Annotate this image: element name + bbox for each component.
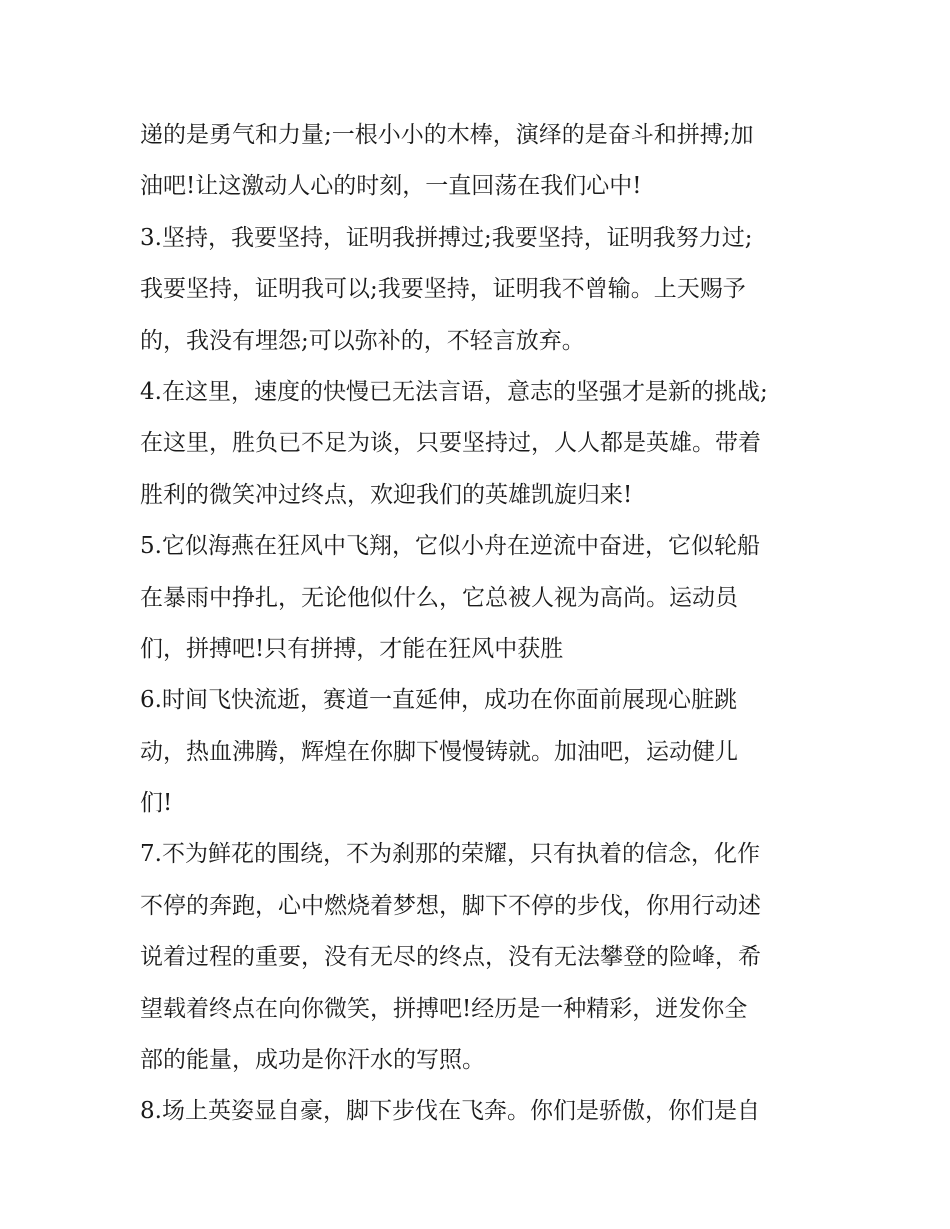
text-line: 部的能量，成功是你汗水的写照。 [140,1047,485,1074]
text-line: 4.在这里，速度的快慢已无法言语，意志的坚强才是新的挑战; [140,378,768,405]
text-line: 望载着终点在向你微笑，拼搏吧!经历是一种精彩，迸发你全 [140,995,748,1022]
text-line: 我要坚持，证明我可以;我要坚持，证明我不曾输。上天赐予 [140,276,746,303]
text-line: 不停的奔跑，心中燃烧着梦想，脚下不停的步伐，你用行动述 [140,892,761,919]
document-text [140,110,820,1138]
text-line: 5.它似海燕在狂风中飞翔，它似小舟在逆流中奋进，它似轮船 [140,533,760,560]
text-line: 6.时间飞快流逝，赛道一直延伸，成功在你面前展现心脏跳 [140,687,737,714]
text-line: 油吧!让这激动人心的时刻，一直回荡在我们心中! [140,173,642,200]
text-line: 们，拼搏吧!只有拼搏，才能在狂风中获胜 [140,635,564,662]
text-line: 8.场上英姿显自豪，脚下步伐在飞奔。你们是骄傲，你们是自 [140,1098,760,1125]
text-line: 3.坚持，我要坚持，证明我拼搏过;我要坚持，证明我努力过; [140,224,753,251]
text-line: 在这里，胜负已不足为谈，只要坚持过，人人都是英雄。带着 [140,430,761,457]
text-line: 动，热血沸腾，辉煌在你脚下慢慢铸就。加油吧，运动健儿 [140,738,738,765]
text-line: 们! [140,790,173,817]
text-line: 胜利的微笑冲过终点，欢迎我们的英雄凯旋归来! [140,481,633,508]
text-line: 递的是勇气和力量;一根小小的木棒，演绎的是奋斗和拼搏;加 [140,122,754,148]
text-line: 在暴雨中挣扎，无论他似什么，它总被人视为高尚。运动员 [140,584,738,611]
text-line: 7.不为鲜花的围绕，不为刹那的荣耀，只有执着的信念，化作 [140,841,760,868]
text-line: 说着过程的重要，没有无尽的终点，没有无法攀登的险峰，希 [140,944,761,971]
text-line: 的，我没有埋怨;可以弥补的，不轻言放弃。 [140,327,585,354]
